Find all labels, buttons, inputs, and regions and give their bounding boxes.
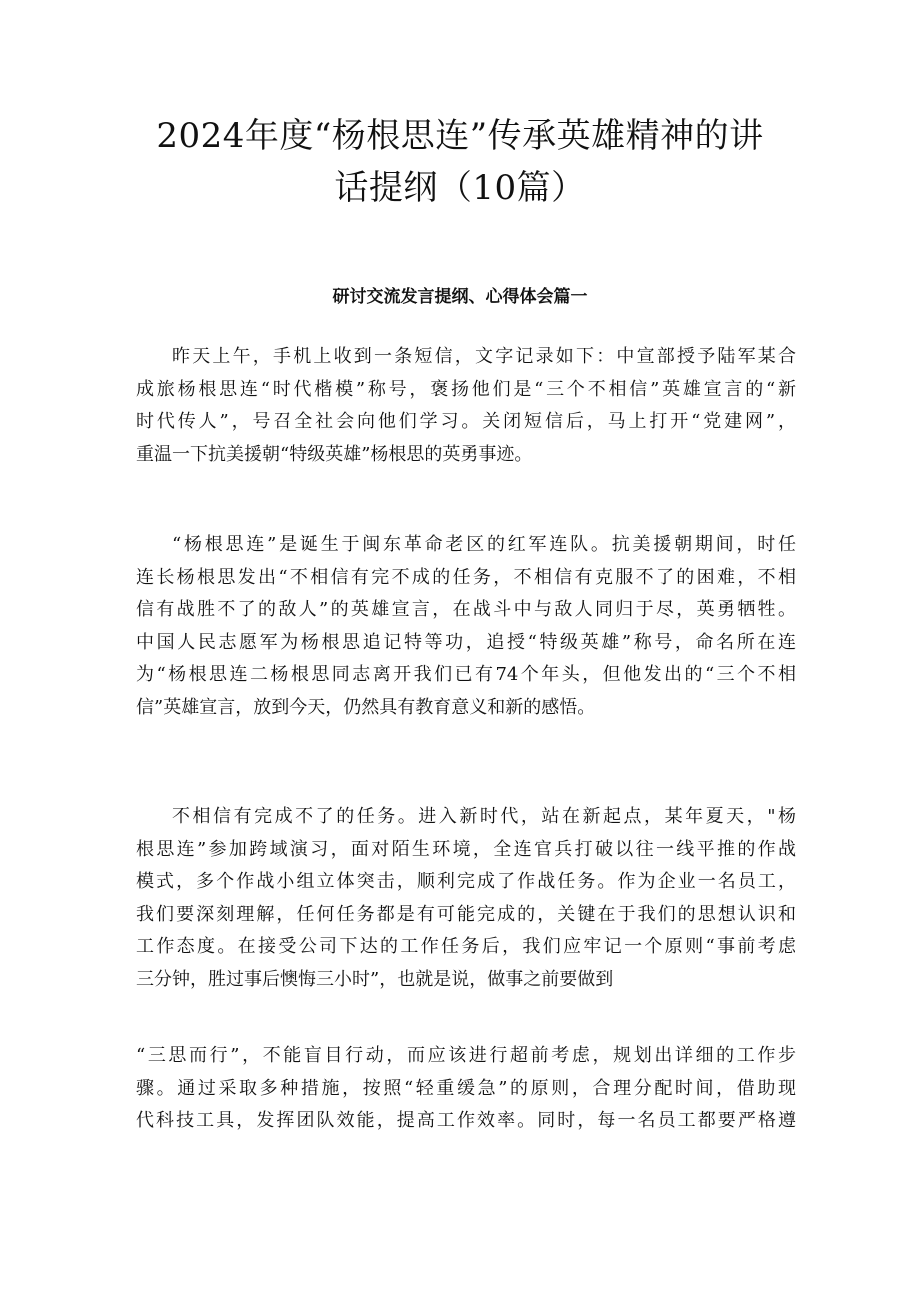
paragraph-line: 不相信有完成不了的任务。进入新时代，站在新起点，某年夏天，"杨 — [172, 806, 796, 827]
document-title-line-1: 2024年度“杨根思连”传承英雄精神的讲 — [156, 116, 764, 156]
paragraph-line: 昨天上午，手机上收到一条短信，文字记录如下：中宣部授予陆军某合 — [172, 346, 796, 367]
section-heading: 研讨交流发言提纲、心得体会篇一 — [332, 287, 588, 307]
paragraph-line: 为“杨根思连二杨根思同志离开我们已有74个年头，但他发出的“三个不相 — [136, 664, 796, 685]
paragraph-line: 模式，多个作战小组立体突击，顺利完成了作战任务。作为企业一名员工， — [136, 871, 796, 892]
paragraph-1 — [136, 341, 796, 471]
paragraph-line: 信”英雄宣言，放到今天，仍然具有教育意义和新的感悟。 — [136, 696, 596, 718]
paragraph-line: 工作态度。在接受公司下达的工作任务后，我们应牢记一个原则“事前考虑 — [136, 936, 796, 957]
paragraph-line: “杨根思连”是诞生于闽东革命老区的红军连队。抗美援朝期间，时任 — [172, 534, 796, 555]
paragraph-line: 信有战胜不了的敌人”的英雄宣言，在战斗中与敌人同归于尽，英勇牺牲。 — [136, 599, 796, 620]
paragraph-3 — [136, 801, 796, 996]
document-title-line-2: 话提纲（10篇） — [334, 168, 586, 208]
paragraph-line: 中国人民志愿军为杨根思追记特等功，追授“特级英雄”称号，命名所在连 — [136, 631, 796, 653]
paragraph-line: 骤。通过采取多种措施，按照“轻重缓急”的原则，合理分配时间，借助现 — [136, 1077, 796, 1099]
paragraph-line: “三思而行”，不能盲目行动，而应该进行超前考虑，规划出详细的工作步 — [136, 1045, 796, 1066]
paragraph-line: 成旅杨根思连“时代楷模”称号，褒扬他们是“三个不相信”英雄宣言的“新 — [136, 378, 796, 400]
paragraph-line: 代科技工具，发挥团队效能，提高工作效率。同时，每一名员工都要严格遵 — [136, 1110, 796, 1131]
paragraph-line: 连长杨根思发出“不相信有完不成的任务，不相信有克服不了的困难，不相 — [136, 566, 796, 588]
paragraph-line: 三分钟，胜过事后懊悔三小时”，也就是说，做事之前要做到 — [136, 968, 614, 990]
paragraph-2 — [136, 529, 796, 724]
paragraph-line: 我们要深刻理解，任何任务都是有可能完成的，关键在于我们的思想认识和 — [136, 903, 796, 925]
paragraph-line: 时代传人”，号召全社会向他们学习。关闭短信后，马上打开“党建网”， — [136, 411, 796, 432]
paragraph-4 — [136, 1040, 796, 1138]
paragraph-line: 重温一下抗美援朝“特级英雄”杨根思的英勇事迹。 — [136, 443, 533, 465]
document-title — [100, 110, 820, 214]
paragraph-line: 根思连”参加跨域演习，面对陌生环境，全连官兵打破以往一线平推的作战 — [136, 838, 796, 860]
